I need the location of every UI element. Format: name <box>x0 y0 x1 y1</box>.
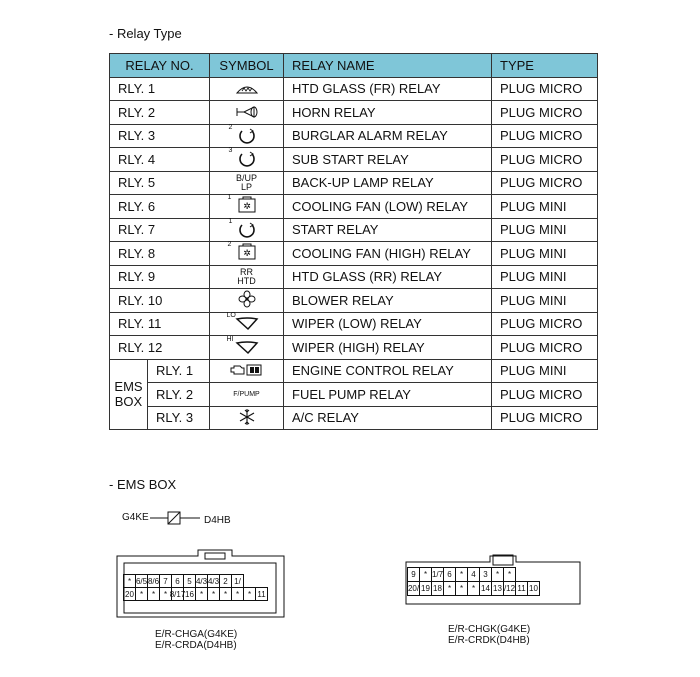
header-relay-no: RELAY NO. <box>110 54 210 78</box>
relay-name: HTD GLASS (RR) RELAY <box>284 265 492 289</box>
legend-g4ke: G4KE <box>122 512 149 523</box>
connector-pin: /12 <box>503 581 516 596</box>
connector-pin: 5 <box>183 574 196 588</box>
relay-name: A/C RELAY <box>284 406 492 430</box>
relay-name: WIPER (LOW) RELAY <box>284 312 492 336</box>
connector-pin: * <box>219 587 232 601</box>
connector-pin: 4/3 <box>207 574 220 588</box>
relay-name: START RELAY <box>284 218 492 242</box>
connector-pin-row <box>408 582 540 596</box>
relay-no: RLY. 12 <box>110 336 210 360</box>
connector-pin: 18 <box>431 581 444 596</box>
symbol-text: F/PUMP <box>233 390 260 398</box>
connector-pin: 1/ <box>231 574 244 588</box>
relay-no: RLY. 8 <box>110 242 210 266</box>
relay-name: HTD GLASS (FR) RELAY <box>284 77 492 101</box>
relay-name: COOLING FAN (HIGH) RELAY <box>284 242 492 266</box>
relay-name: SUB START RELAY <box>284 148 492 172</box>
relay-name: HORN RELAY <box>284 101 492 125</box>
header-type: TYPE <box>492 54 598 78</box>
relay-name: ENGINE CONTROL RELAY <box>284 359 492 383</box>
connector-pin: 19 <box>419 581 432 596</box>
relay-type: PLUG MICRO <box>492 406 598 430</box>
connector-pin-row <box>408 567 540 582</box>
connector-pin: 8/17 <box>171 587 184 601</box>
relay-no: RLY. 9 <box>110 265 210 289</box>
symbol-superscript: 1 <box>228 217 233 225</box>
relay-type: PLUG MICRO <box>492 124 598 148</box>
relay-name: BURGLAR ALARM RELAY <box>284 124 492 148</box>
ems-box-title: - EMS BOX <box>109 477 177 492</box>
symbol-text: HTD <box>237 275 256 286</box>
relay-type-title: - Relay Type <box>109 26 182 41</box>
connector-pin: * <box>491 567 504 582</box>
relay-type: PLUG MINI <box>492 242 598 266</box>
connector-pin: 16 <box>183 587 196 601</box>
connector-pin: * <box>147 587 160 601</box>
connector-pin: * <box>443 581 456 596</box>
connector-pin: 6/5 <box>135 574 148 588</box>
connector-pin: * <box>195 587 208 601</box>
symbol-superscript: LO <box>226 312 236 320</box>
connector-pin: 2 <box>219 574 232 588</box>
connector-pin: * <box>455 581 468 596</box>
connector-pin: * <box>467 581 480 596</box>
relay-name: FUEL PUMP RELAY <box>284 383 492 407</box>
relay-type: PLUG MICRO <box>492 148 598 172</box>
symbol-superscript: HI <box>226 335 234 343</box>
svg-text:✲: ✲ <box>242 202 251 213</box>
symbol-superscript: 3 <box>228 147 233 155</box>
relay-no: RLY. 6 <box>110 195 210 219</box>
svg-text:✲: ✲ <box>242 249 251 260</box>
connector-pin: 4 <box>467 567 480 582</box>
relay-type: PLUG MICRO <box>492 383 598 407</box>
connector-pin: 11 <box>515 581 528 596</box>
connector-right <box>408 567 540 596</box>
connector-pin: 6 <box>443 567 456 582</box>
relay-no: RLY. 3 <box>148 406 210 430</box>
connector-pin: 8/6 <box>147 574 160 588</box>
relay-type: PLUG MINI <box>492 265 598 289</box>
relay-name: BACK-UP LAMP RELAY <box>284 171 492 195</box>
connector-pin: 4/3 <box>195 574 208 588</box>
relay-no: RLY. 3 <box>110 124 210 148</box>
connector-pin: * <box>503 567 516 582</box>
relay-type: PLUG MICRO <box>492 171 598 195</box>
connector-pin: * <box>207 587 220 601</box>
connector-pin: * <box>135 587 148 601</box>
relay-type: PLUG MICRO <box>492 77 598 101</box>
connector-pin: * <box>123 574 136 588</box>
relay-no: RLY. 2 <box>148 383 210 407</box>
relay-no: RLY. 10 <box>110 289 210 313</box>
legend-d4hb: D4HB <box>204 515 231 526</box>
symbol-superscript: 2 <box>227 241 232 249</box>
connector-pin: * <box>231 587 244 601</box>
relay-name: BLOWER RELAY <box>284 289 492 313</box>
header-relay-name: RELAY NAME <box>284 54 492 78</box>
relay-type: PLUG MINI <box>492 359 598 383</box>
connector-pin: 20 <box>123 587 136 601</box>
symbol-text: LP <box>240 181 252 192</box>
connector-pin: 13 <box>491 581 504 596</box>
connector-right-caption: E/R-CHGK(G4KE) E/R-CRDK(D4HB) <box>448 624 531 646</box>
connector-left-caption: E/R-CHGA(G4KE) E/R-CRDA(D4HB) <box>155 629 238 651</box>
connector-pin: 10 <box>527 581 540 596</box>
relay-type: PLUG MINI <box>492 218 598 242</box>
symbol-superscript: 1 <box>227 194 232 202</box>
relay-name: COOLING FAN (LOW) RELAY <box>284 195 492 219</box>
symbol-text: RR <box>240 266 253 277</box>
connector-pin: 11 <box>255 587 268 601</box>
relay-no: RLY. 1 <box>148 359 210 383</box>
relay-type: PLUG MICRO <box>492 336 598 360</box>
connector-pin: 7 <box>159 574 172 588</box>
relay-type: PLUG MINI <box>492 289 598 313</box>
relay-name: WIPER (HIGH) RELAY <box>284 336 492 360</box>
connector-pin: 9 <box>407 567 420 582</box>
symbol-superscript: 2 <box>228 123 233 131</box>
connector-pin: * <box>419 567 432 582</box>
relay-no: RLY. 11 <box>110 312 210 336</box>
relay-no: RLY. 2 <box>110 101 210 125</box>
connector-pin: 3 <box>479 567 492 582</box>
relay-type: PLUG MINI <box>492 195 598 219</box>
relay-no: RLY. 1 <box>110 77 210 101</box>
connector-pin: 6 <box>171 574 184 588</box>
connector-pin: * <box>243 587 256 601</box>
connector-pin: * <box>159 587 172 601</box>
symbol-text: B/UP <box>235 172 257 183</box>
relay-type: PLUG MICRO <box>492 312 598 336</box>
relay-type: PLUG MICRO <box>492 101 598 125</box>
ems-box-group-label: EMS BOX <box>110 359 148 430</box>
connector-pin: 20/ <box>407 581 420 596</box>
relay-no: RLY. 4 <box>110 148 210 172</box>
connector-pin: 1/7 <box>431 567 444 582</box>
header-symbol: SYMBOL <box>210 54 284 78</box>
connector-pin: * <box>455 567 468 582</box>
connector-pin: 14 <box>479 581 492 596</box>
relay-no: RLY. 5 <box>110 171 210 195</box>
relay-no: RLY. 7 <box>110 218 210 242</box>
